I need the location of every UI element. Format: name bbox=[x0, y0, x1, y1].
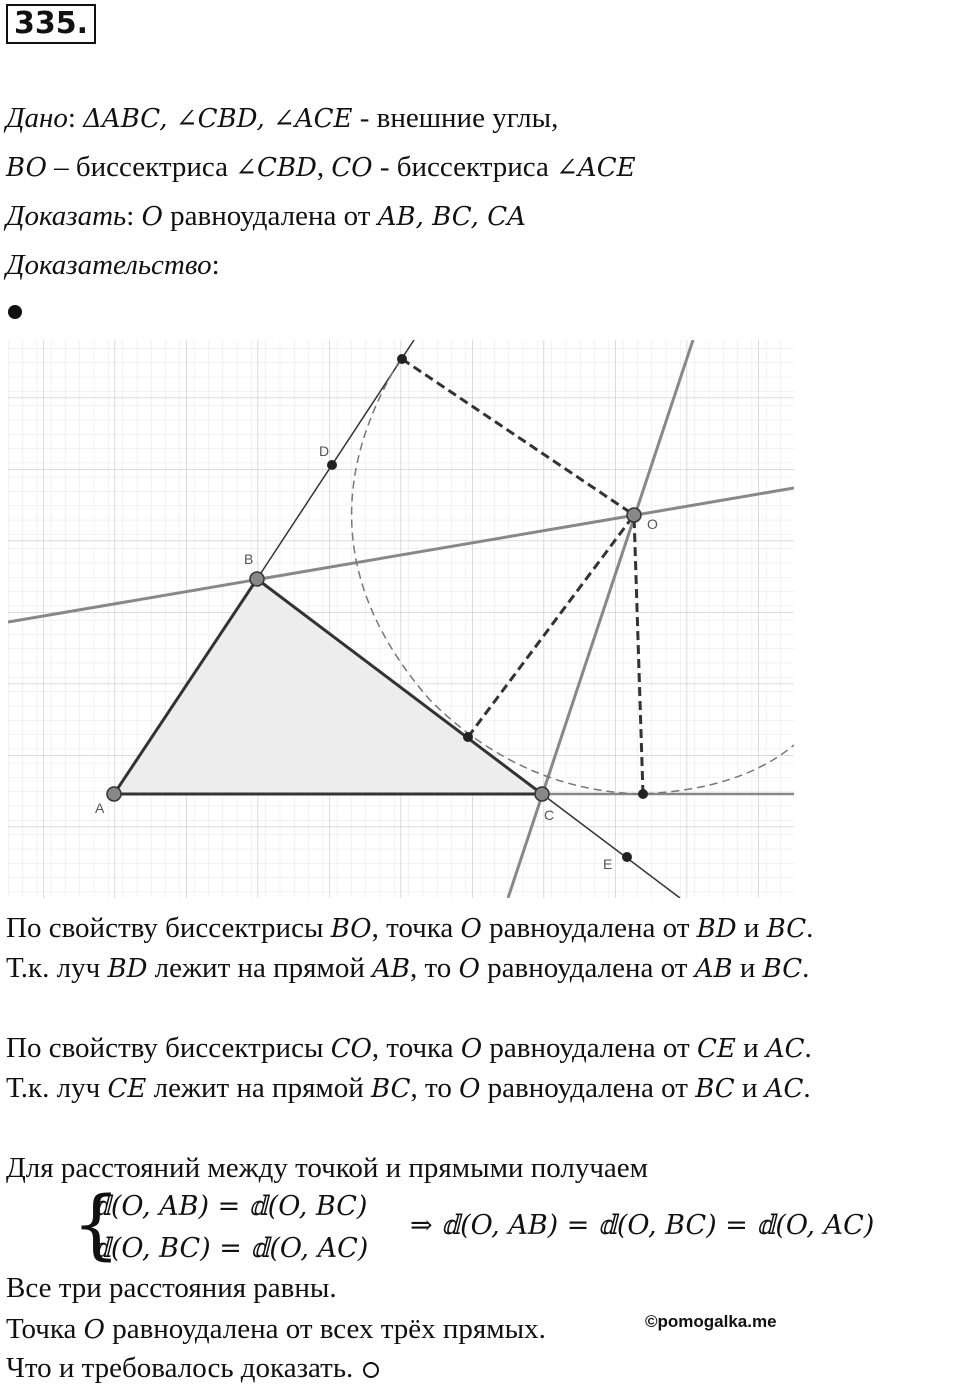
label-d: D bbox=[319, 443, 330, 459]
foot-ac bbox=[638, 789, 648, 799]
label-o: O bbox=[647, 516, 658, 532]
point-d bbox=[327, 460, 337, 470]
system-result: ⇒ 𝕕(O, AB) = 𝕕(O, BC) = 𝕕(O, AC) bbox=[410, 1210, 875, 1241]
proof-label: Доказательство bbox=[6, 249, 212, 281]
system-eq-2: 𝕕(O, BC) = 𝕕(O, AC) bbox=[92, 1233, 369, 1264]
given-line-2: BO – биссектриса ∠CBD, CO - биссектриса ∠ACE bbox=[6, 151, 636, 183]
foot-bc bbox=[463, 732, 473, 742]
watermark: ©pomogalka.me bbox=[645, 1312, 777, 1331]
proof-heading: Доказательство: bbox=[6, 249, 220, 281]
label-e: E bbox=[603, 856, 613, 872]
prove-line: Доказать: O равноудалена от AB, BC, CA bbox=[6, 200, 526, 232]
bullet-point bbox=[8, 305, 22, 319]
end-of-proof-icon bbox=[363, 1362, 379, 1378]
given-text: - внешние углы, bbox=[352, 102, 559, 134]
point-b bbox=[250, 572, 264, 586]
point-a bbox=[107, 787, 121, 801]
distances-intro: Для расстояний между точкой и прямыми получаем bbox=[6, 1152, 648, 1184]
point-c bbox=[535, 787, 549, 801]
conclusion-2: Точка O равноудалена от всех трёх прямых. bbox=[6, 1313, 546, 1345]
conclusion-1: Все три расстояния равны. bbox=[6, 1272, 337, 1304]
system-eq-1: 𝕕(O, AB) = 𝕕(O, BC) bbox=[92, 1191, 368, 1222]
given-line-1: Дано: ΔABC, ∠CBD, ∠ACE - внешние углы, bbox=[6, 102, 559, 134]
label-a: A bbox=[95, 800, 105, 816]
point-e bbox=[622, 852, 632, 862]
p1-line-1: По свойству биссектрисы BO, точка O равноудалена от BD и BC. bbox=[6, 912, 814, 944]
given-triangle: ΔABC, ∠CBD, ∠ACE bbox=[83, 104, 353, 134]
problem-number: 335. bbox=[6, 4, 96, 44]
foot-ab bbox=[397, 354, 407, 364]
grid-major bbox=[8, 340, 794, 898]
p2-line-1: По свойству биссектрисы CO, точка O равноудалена от CE и AC. bbox=[6, 1032, 812, 1064]
point-o bbox=[627, 508, 641, 522]
prove-label: Доказать bbox=[6, 200, 127, 232]
geometry-figure bbox=[0, 335, 800, 900]
final-text: Что и требовалось доказать. bbox=[6, 1352, 354, 1384]
label-b: B bbox=[244, 551, 254, 567]
p1-line-2: Т.к. луч BD лежит на прямой AB, то O равноудалена от AB и BC. bbox=[6, 952, 810, 984]
system-brace: { bbox=[72, 1179, 121, 1268]
label-c: C bbox=[544, 807, 555, 823]
p2-line-2: Т.к. луч CE лежит на прямой BC, то O равноудалена от BC и AC. bbox=[6, 1072, 811, 1104]
given-label: Дано bbox=[6, 102, 68, 134]
final-line bbox=[6, 1350, 379, 1386]
